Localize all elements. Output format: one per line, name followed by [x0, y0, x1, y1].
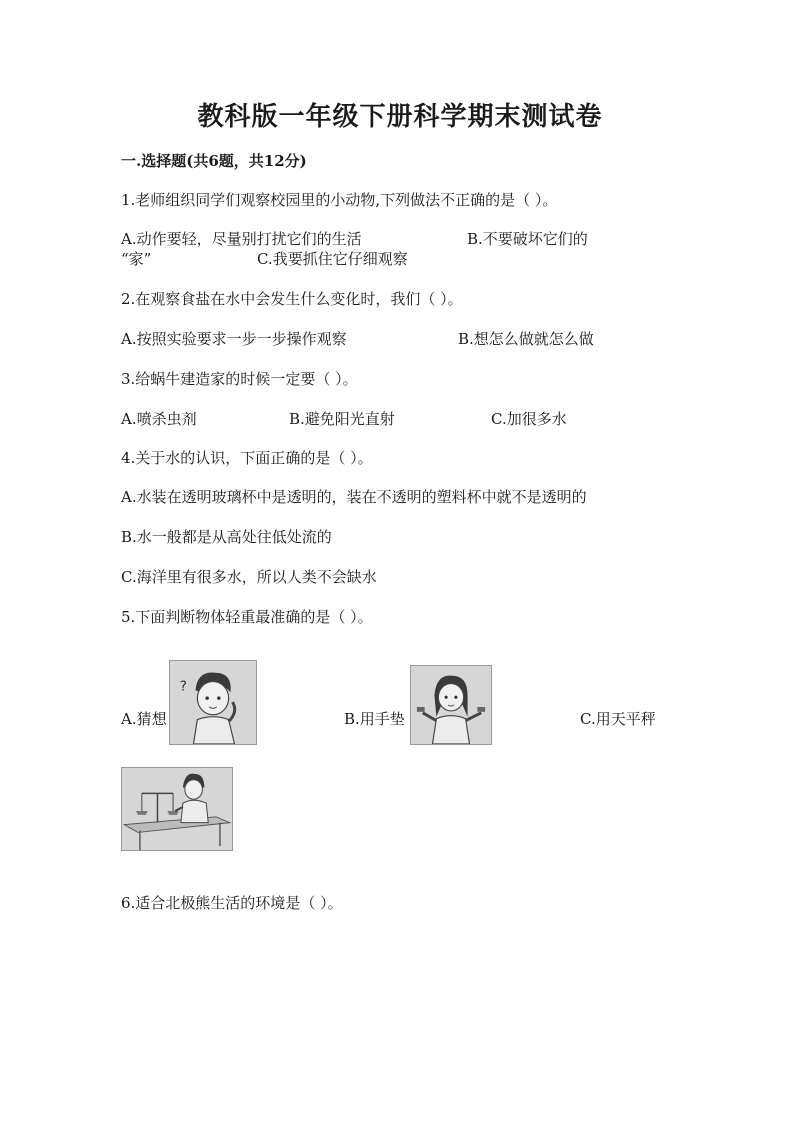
question-2-stem: 2.在观察食盐在水中会发生什么变化时，我们（ ）。: [121, 290, 463, 308]
boy-guessing-illustration: [169, 660, 257, 745]
question-3-option-c: C.加很多水: [491, 410, 567, 428]
question-1-stem: 1.老师组织同学们观察校园里的小动物,下列做法不正确的是（ ）。: [121, 191, 558, 209]
question-5-stem: 5.下面判断物体轻重最准确的是（ ）。: [121, 608, 373, 626]
question-1-option-b-continued: “家”: [121, 250, 152, 268]
question-5-option-a: A.猜想: [121, 710, 167, 728]
girl-hand-weighing-illustration: [410, 665, 492, 745]
section-heading: 一.选择题(共6题，共12分): [121, 152, 307, 170]
question-3-option-b: B.避免阳光直射: [289, 410, 395, 428]
question-4-option-c: C.海洋里有很多水，所以人类不会缺水: [121, 568, 377, 586]
question-2-option-b: B.想怎么做就怎么做: [458, 330, 594, 348]
question-1-option-a: A.动作要轻，尽量别打扰它们的生活: [121, 230, 362, 248]
question-5-option-c: C.用天平秤: [580, 710, 656, 728]
question-1-option-c: C.我要抓住它仔细观察: [257, 250, 408, 268]
question-3-stem: 3.给蜗牛建造家的时候一定要（ ）。: [121, 370, 358, 388]
balance-scale-drawing: [122, 768, 232, 850]
question-4-option-b: B.水一般都是从高处往低处流的: [121, 528, 332, 546]
question-6-stem: 6.适合北极熊生活的环境是（ ）。: [121, 894, 343, 912]
svg-text:?: ?: [179, 678, 188, 695]
balance-scale-illustration: [121, 767, 233, 851]
question-4-stem: 4.关于水的认识，下面正确的是（ ）。: [121, 449, 373, 467]
question-4-option-a: A.水装在透明玻璃杯中是透明的，装在不透明的塑料杯中就不是透明的: [121, 488, 587, 506]
question-5-option-b: B.用手垫: [344, 710, 405, 728]
question-2-option-a: A.按照实验要求一步一步操作观察: [121, 330, 347, 348]
question-3-option-a: A.喷杀虫剂: [121, 410, 197, 428]
page-title: 教科版一年级下册科学期末测试卷: [197, 102, 603, 132]
boy-guessing-drawing: [170, 661, 256, 744]
girl-hand-weighing-drawing: [411, 666, 491, 744]
question-1-option-b: B.不要破坏它们的: [467, 230, 588, 248]
